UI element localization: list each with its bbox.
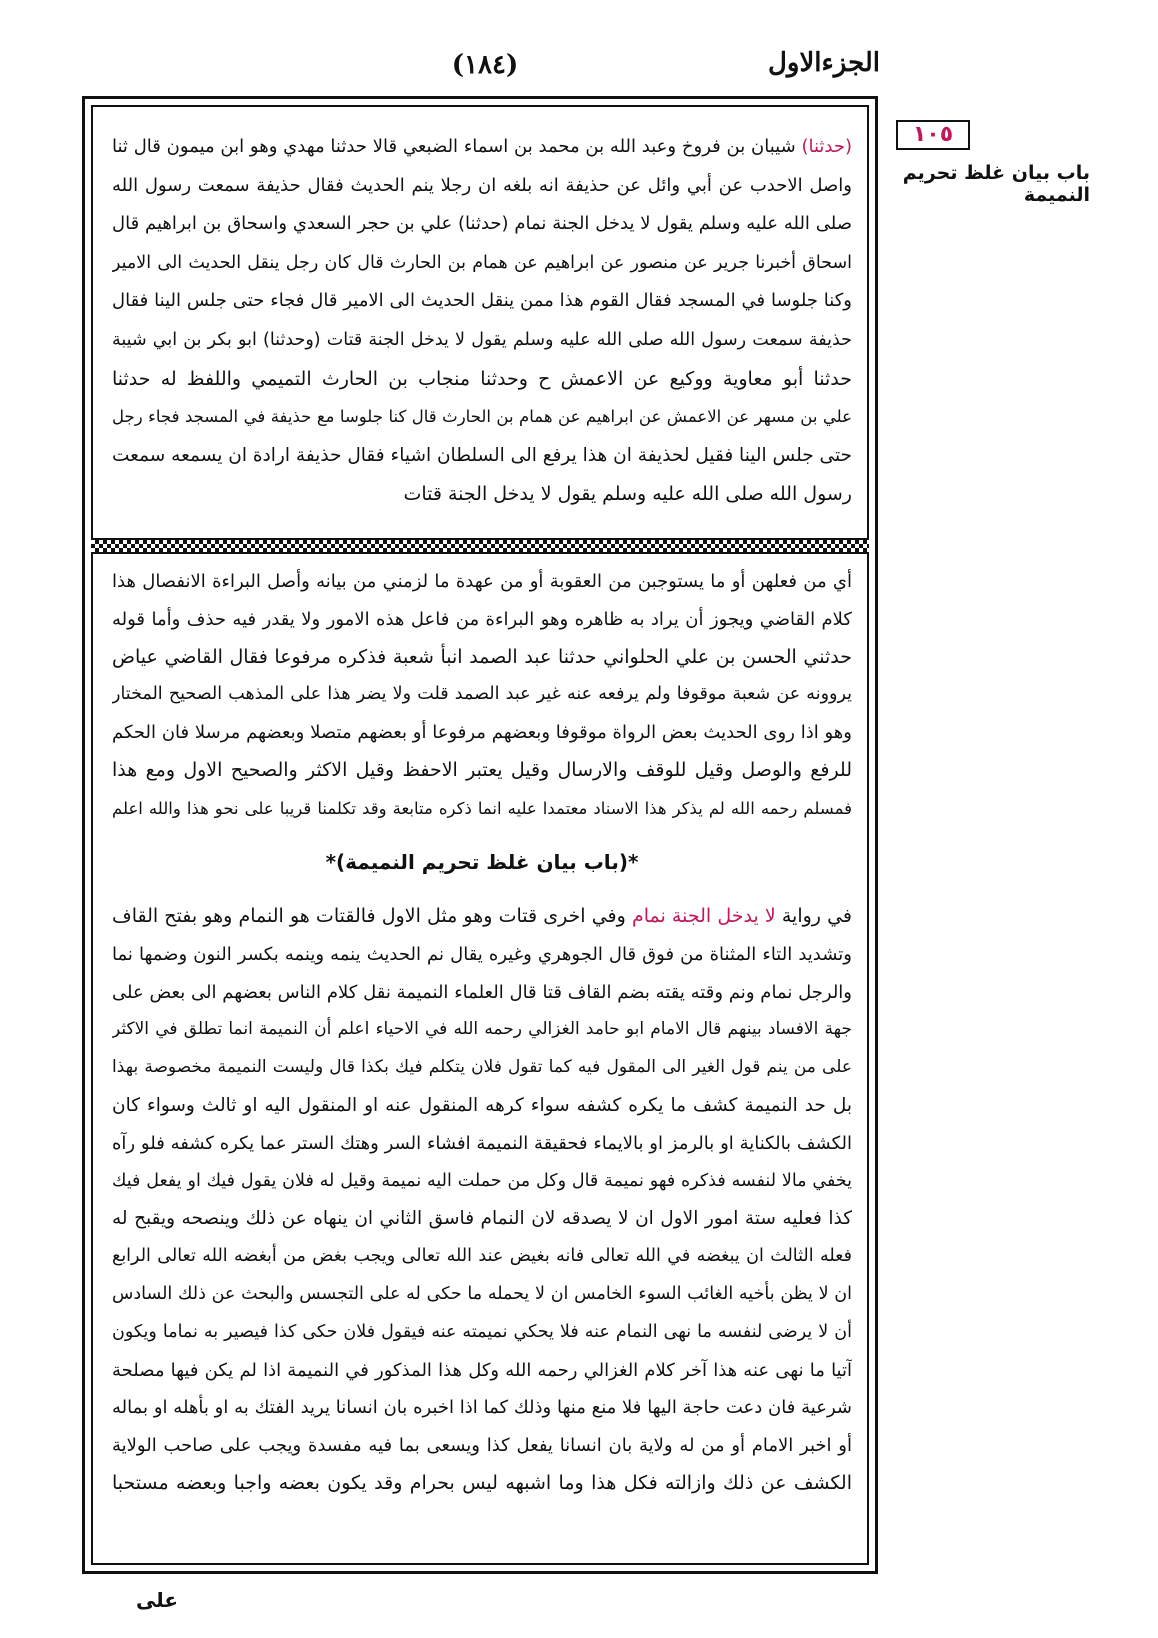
commentary-line: للرفع والوصل وقيل للوقف والارسال وقيل يعتبر الاحفظ وقيل الاكثر والصحيح الاول ومع هذا (112, 758, 852, 781)
commentary-part1 (112, 563, 852, 828)
hadith-line: (حدثنا) شيبان بن فروخ وعبد الله بن محمد بن اسماء الضبعي قالا حدثنا مهدي وهو ابن ميمون قال ثنا (112, 136, 852, 157)
commentary-part2 (112, 898, 852, 1503)
hadith-line: واصل الاحدب عن أبي وائل عن حذيفة انه بلغه ان رجلا ينم الحديث فقال حذيفة سمعت رسول الله (112, 174, 852, 196)
commentary-line: كذا فعليه ستة امور الاول ان لا يصدقه لان النمام فاسق الثاني ان ينهاه عن ذلك وينصحه ويقبح له (112, 1208, 852, 1230)
commentary-line: في رواية لا يدخل الجنة نمام وفي اخرى قتات وهو مثل الاول فالقتات هو النمام وهو بفتح القاف (112, 905, 852, 927)
commentary-line: والرجل نمام ونم وقته يقته بضم القاف قتا قال العلماء النميمة نقل كلام الناس بعضهم الى بعض على (112, 981, 852, 1003)
commentary-line: شرعية فان دعت حاجة اليها فلا منع منها وذلك كما اذا اخبره بان انسانا يريد الفتك به او بأهله او بماله (112, 1397, 852, 1419)
hadith-line: وكنا جلوسا في المسجد فقال القوم هذا ممن ينقل الحديث الى الامير قال فجاء حتى جلس الينا فقال (112, 290, 852, 312)
commentary-line: بل حد النميمة كشف ما يكره كشفه سواء كرهه المنقول عنه او المنقول اليه او ثالث وسواء كان (112, 1094, 852, 1116)
commentary-line: على من ينم قول الغير الى المقول فيه كما تقول فلان يتكلم فيك بكذا قال وليست النميمة مخصوصة بهذا (112, 1057, 852, 1078)
commentary-line: يخفي مالا لنفسه فذكره فهو نميمة قال وكل من حملت اليه نميمة وقيل له فلان يقول فيك او يفعل فيك (112, 1170, 852, 1191)
catchword: على (135, 1588, 178, 1612)
chapter-heading: *(باب بيان غلظ تحريم النميمة)* (325, 850, 639, 874)
volume-title: الجزءالاول (768, 48, 880, 78)
commentary-line: آتيا ما نهى عنه هذا آخر كلام الغزالي رحمه الله وكل هذا المذكور في النميمة اذا لم يكن فيها مصلحة (112, 1359, 852, 1381)
hadith-opening: (حدثنا) (801, 136, 852, 157)
page-number: (١٨٤) (451, 50, 519, 80)
hadith-line: رسول الله صلى الله عليه وسلم يقول لا يدخل الجنة قتات (403, 483, 852, 506)
commentary-line: فعله الثالث ان يبغضه في الله تعالى فانه بغيض عند الله تعالى ويجب بغض من أبغضه الله تعالى الرابع (112, 1246, 852, 1267)
margin-chapter-title: باب بيان غلظ تحريم النميمة (902, 162, 1090, 206)
commentary-line: الكشف بالكناية او بالرمز او بالايماء فحقيقة النميمة افشاء السر وهتك الستر عما يكره كشفه فلو رآه (112, 1132, 852, 1154)
commentary-line: حدثني الحسن بن علي الحلواني حدثنا عبد الصمد انبأ شعبة فذكره مرفوعا فقال القاضي عياض (112, 645, 852, 668)
commentary-line: كلام القاضي ويجوز أن يراد به ظاهره وهو البراءة من فاعل هذه الامور ولا يقدر فيه حذف وأما قوله (112, 608, 852, 630)
hadith-line: حذيفة سمعت رسول الله صلى الله عليه وسلم يقول لا يدخل الجنة قتات (وحدثنا) ابو بكر بن ابي شيبة (112, 329, 852, 350)
commentary-line: ان لا يظن بأخيه الغائب السوء الخامس ان لا يحمله ما حكى له على التجسس والبحث عن ذلك السادس (112, 1283, 852, 1304)
commentary-line: أو اخبر الامام أو من له ولاية بان انسانا يفعل كذا ويسعى بما فيه مفسدة ويجب على صاحب الولاية (112, 1435, 852, 1457)
highlighted-hadith-phrase: لا يدخل الجنة نمام (631, 905, 776, 927)
commentary-line: جهة الافساد بينهم قال الامام ابو حامد الغزالي رحمه الله في الاحياء اعلم أن النميمة انما تطلق في الاكثر (112, 1019, 852, 1040)
commentary-line: الكشف عن ذلك وازالته فكل هذا وما اشبهه ليس بحرام وقد يكون بعضه واجبا وبعضه مستحبا (112, 1471, 852, 1494)
hadith-line: حتى جلس الينا فقيل لحذيفة ان هذا يرفع الى السلطان اشياء فقال حذيفة ارادة ان يسمعه سمعت (112, 444, 852, 466)
hadith-line: حدثنا أبو معاوية ووكيع عن الاعمش ح وحدثنا منجاب بن الحارث التميمي واللفظ له حدثنا (112, 367, 852, 390)
hadith-number-box: ١٠٥ (896, 120, 970, 150)
hadith-line: اسحاق أخبرنا جرير عن منصور عن ابراهيم عن همام بن الحارث قال كان رجل ينقل الحديث الى الامير (112, 252, 852, 273)
hadith-line: صلى الله عليه وسلم يقول لا يدخل الجنة نمام (حدثنا) علي بن حجر السعدي واسحاق بن ابراهيم قال (112, 213, 852, 235)
commentary-line: أي من فعلهن أو ما يستوجبن من العقوبة أو من عهدة ما لزمني من بيانه وأصل البراءة الانفصال هذا (112, 571, 852, 592)
commentary-line: وهو اذا روى الحديث بعض الرواة موقوفا وبعضهم مرفوعا أو بعضهم متصلا وبعضهم مرسلا فان الحكم (112, 722, 852, 744)
commentary-line: فمسلم رحمه الله لم يذكر هذا الاسناد معتمدا عليه انما ذكره متابعة وقد تكلمنا قريبا على نحو هذا والله اعلم (112, 798, 852, 818)
checkered-divider (91, 538, 869, 554)
commentary-line: أن لا يرضى لنفسه ما نهى النمام عنه فلا يحكي نميمته عنه فيقول فلان حكى كذا فيصير به نماما ويكون (112, 1321, 852, 1342)
hadith-line: علي بن مسهر عن الاعمش عن ابراهيم عن همام بن الحارث قال كنا جلوسا مع حذيفة في المسجد فجاء رجل (112, 407, 852, 427)
commentary-line: يروونه عن شعبة موقوفا ولم يرفعه عنه غير عبد الصمد قلت ولا يضر هذا على المذهب الصحيح المختار (112, 684, 852, 705)
hadith-text (112, 128, 852, 514)
commentary-line: وتشديد التاء المثناة من فوق قال الجوهري وغيره يقال نم الحديث ينمه وينمه بكسر النون وضمها نما (112, 943, 852, 965)
